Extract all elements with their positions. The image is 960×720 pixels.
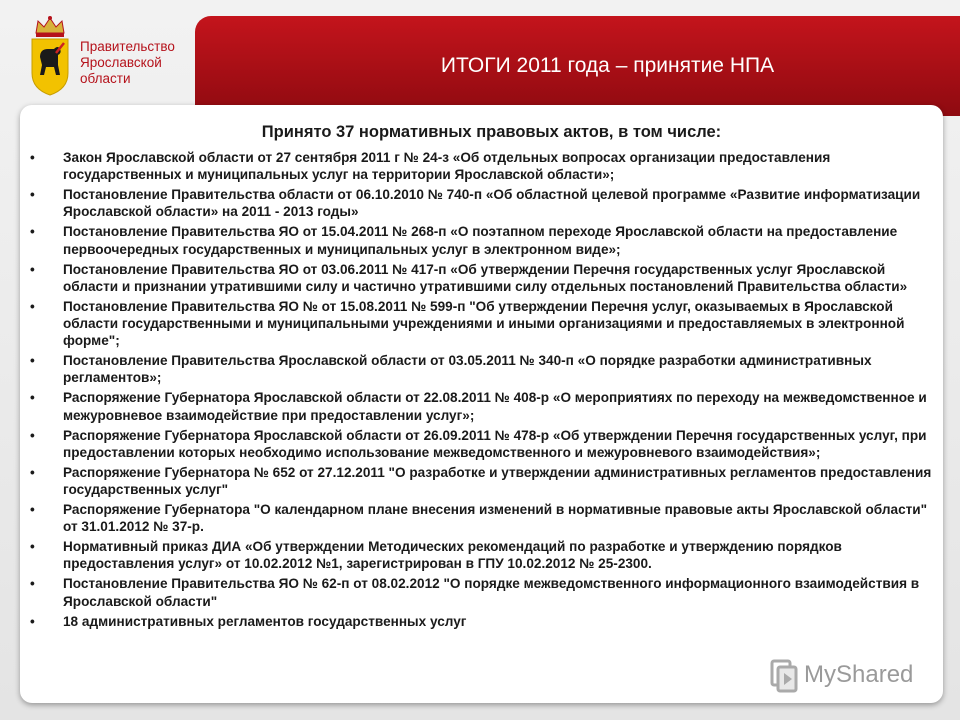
slide-title: ИТОГИ 2011 года – принятие НПА <box>440 54 775 77</box>
list-item-text: Распоряжение Губернатора "О календарном плане внесения изменений в нормативные правовые акты Ярославской области" от 31.01.2012 № 37-р. <box>63 502 928 535</box>
list-item <box>30 223 935 257</box>
acts-list <box>30 149 935 633</box>
list-item <box>30 575 935 609</box>
government-logo <box>22 15 192 100</box>
title-banner <box>195 16 960 116</box>
list-item-text: Распоряжение Губернатора № 652 от 27.12.2011 "О разработке и утверждении административных регламентов предоставления государственных услуг" <box>63 464 932 498</box>
list-item-text: Постановление Правительства ЯО от 03.06.2011 № 417-п «Об утверждении Перечня государственных услуг Ярославской области и признании утратившими силу и частично утратившими силу отдельных постановлений Правительства области» <box>63 261 908 294</box>
bullet-glyph: • <box>30 150 35 165</box>
list-item-text: Постановление Правительства Ярославской области от 03.05.2011 № 340-п «О порядке разработки административных регламентов»; <box>63 353 872 386</box>
list-item <box>30 613 935 630</box>
list-item <box>30 501 935 535</box>
bullet-glyph: • <box>30 576 35 592</box>
list-item-text: Постановление Правительства области от 06.10.2010 № 740-п «Об областной целевой программе «Развитие информатизации Ярославской области» на 2011 - 2013 годы» <box>63 187 921 220</box>
list-item <box>30 352 935 386</box>
list-item-text: Распоряжение Губернатора Ярославской области от 26.09.2011 № 478-р «Об утверждении Перечня государственных услуг, при предоставлении которых необходимо использование межведомственного и межуровневого взаимодействия»; <box>63 427 927 460</box>
list-item-text: Постановление Правительства ЯО № 62-п от 08.02.2012 "О порядке межведомственного информационного взаимодействия в Ярославской области" <box>63 576 920 609</box>
bullet-glyph: • <box>30 502 35 518</box>
list-item <box>30 427 935 461</box>
list-item-text: 18 административных регламентов государственных услуг <box>63 613 467 629</box>
bullet-glyph: • <box>30 187 35 203</box>
list-item <box>30 389 935 423</box>
list-item-text: Закон Ярославской области от 27 сентября 2011 г № 24-з «Об отдельных вопросах организации предоставления государственных и муниципальных услуг на территории Ярославской области»; <box>63 150 831 183</box>
list-item <box>30 298 935 350</box>
content-heading: Принято 37 нормативных правовых актов, в том числе: <box>261 123 722 141</box>
myshared-logo-icon <box>768 657 800 693</box>
bullet-glyph: • <box>30 298 35 314</box>
content-panel <box>20 105 943 703</box>
logo-caption: Правительство Ярославской области <box>80 39 175 86</box>
list-item <box>30 464 935 498</box>
list-item <box>30 149 935 183</box>
watermark-text: MyShared <box>804 661 914 688</box>
list-item <box>30 538 935 572</box>
bullet-glyph: • <box>30 353 35 369</box>
bullet-glyph: • <box>30 613 35 629</box>
list-item-text: Нормативный приказ ДИА «Об утверждении Методических рекомендаций по разработке и утверждению порядков предоставления услуг» от 10.02.2012 №1, зарегистрирован в ГПУ 10.02.2012 № 25-2300. <box>63 539 842 572</box>
bullet-glyph: • <box>30 539 35 555</box>
list-item-text: Постановление Правительства ЯО от 15.04.2011 № 268-п «О поэтапном переходе Ярославской области на предоставление первоочередных государственных и муниципальных услуг в электронном виде»; <box>63 224 898 257</box>
list-item-text: Постановление Правительства ЯО № от 15.08.2011 № 599-п "Об утверждении Перечня услуг, оказываемых в Ярославской области государственными и муниципальными учреждениями и иными организациями и предоставляемых в электронной форме"; <box>63 298 905 349</box>
bullet-glyph: • <box>30 224 35 240</box>
bullet-glyph: • <box>30 464 35 480</box>
bullet-glyph: • <box>30 390 35 406</box>
coat-of-arms-icon <box>28 15 72 97</box>
list-item-text: Распоряжение Губернатора Ярославской области от 22.08.2011 № 408-р «О мероприятиях по переходу на межведомственное и межуровневое взаимодействие при предоставлении услуг»; <box>63 390 927 423</box>
bullet-glyph: • <box>30 261 35 277</box>
list-item <box>30 186 935 220</box>
bullet-glyph: • <box>30 427 35 443</box>
list-item <box>30 261 935 295</box>
watermark <box>768 655 938 695</box>
